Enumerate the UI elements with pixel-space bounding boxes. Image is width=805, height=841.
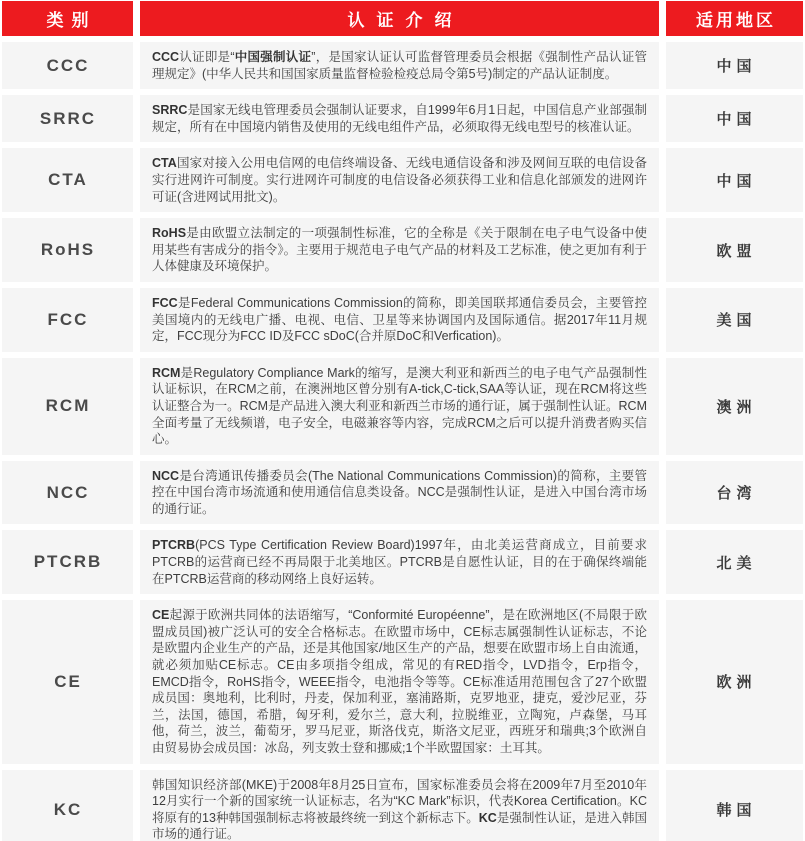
- description-cell: FCC是Federal Communications Commission的简称，即美国联邦通信委员会，主要管控美国境内的无线电广播、电视、电信、卫星等来协调国内及国际通信。据2017年11月规定，FCC现分为FCC ID及FCC sDoC(合并原DoC和Verfication)。: [140, 288, 659, 352]
- description-cell: PTCRB(PCS Type Certification Review Board)1997年，由北美运营商成立，目前要求PTCRB的运营商已经不再局限于北美地区。PTCRB是自愿性认证，目的在于确保终端能在PTCRB运营商的移动网络上良好运转。: [140, 530, 659, 594]
- table-row: [2, 95, 803, 142]
- description-cell: 韩国知识经济部(MKE)于2008年8月25日宣布，国家标准委员会将在2009年7月至2010年12月实行一个新的国家统一认证标志，名为“KC Mark”标识，代表Korea Certification。KC将原有的13种韩国强制标志将被最终统一到这个新标志下。KC是强制性认证，是进入韩国市场的通行证。: [140, 770, 659, 841]
- region-cell: 中国: [666, 42, 803, 89]
- table-row: [2, 461, 803, 525]
- category-cell: RCM: [2, 358, 133, 455]
- category-cell: NCC: [2, 461, 133, 525]
- table-row: [2, 218, 803, 282]
- category-cell: KC: [2, 770, 133, 841]
- description-cell: SRRC是国家无线电管理委员会强制认证要求，自1999年6月1日起，中国信息产业部强制规定，所有在中国境内销售及使用的无线电组件产品，必须取得无线电型号的核准认证。: [140, 95, 659, 142]
- region-cell: 欧盟: [666, 218, 803, 282]
- table-row: [2, 358, 803, 455]
- table-row: [2, 770, 803, 841]
- table-row: [2, 530, 803, 594]
- header-intro: 认证介绍: [140, 1, 659, 36]
- header-category: 类别: [2, 1, 133, 36]
- region-cell: 中国: [666, 95, 803, 142]
- table-row: [2, 148, 803, 212]
- region-cell: 美国: [666, 288, 803, 352]
- category-cell: SRRC: [2, 95, 133, 142]
- description-cell: CE起源于欧洲共同体的法语缩写，“Conformité Européenne”，是在欧洲地区(不局限于欧盟成员国)被广泛认可的安全合格标志。在欧盟市场中，CE标志属强制性认证标志，不论是欧盟内企业生产的产品，还是其他国家/地区生产的产品，想要在欧盟市场上自由流通，就必须加贴CE标志。CE由多项指令组成，常见的有RED指令，LVD指令，Erp指令，EMCD指令，RoHS指令，WEEE指令，电池指令等等。CE标准适用范围包含了27个欧盟成员国：奥地利，比利时，丹麦，保加利亚，塞浦路斯，克罗地亚，捷克，爱沙尼亚，芬兰，法国，德国，希腊，匈牙利，爱尔兰，意大利，拉脱维亚，立陶宛，卢森堡，马耳他，荷兰，波兰，葡萄牙，罗马尼亚，斯洛伐克，斯洛文尼亚，西班牙和瑞典;3个欧洲自由贸易协会成员国：冰岛，列支敦士登和挪威;1个半欧盟国家：土耳其。: [140, 600, 659, 763]
- region-cell: 欧洲: [666, 600, 803, 763]
- table-body: [2, 42, 803, 841]
- table-row: [2, 288, 803, 352]
- header-region: 适用地区: [666, 1, 803, 36]
- header-row: [2, 1, 803, 36]
- table-row: [2, 600, 803, 763]
- description-cell: CCC认证即是“中国强制认证”，是国家认证认可监督管理委员会根据《强制性产品认证管理规定》(中华人民共和国国家质量监督检验检疫总局令第5号)制定的产品认证制度。: [140, 42, 659, 89]
- table-row: [2, 42, 803, 89]
- description-cell: RoHS是由欧盟立法制定的一项强制性标准，它的全称是《关于限制在电子电气设备中使用某些有害成分的指令》。主要用于规范电子电气产品的材料及工艺标准，使之更加有利于人体健康及环境保护。: [140, 218, 659, 282]
- description-cell: NCC是台湾通讯传播委员会(The National Communications Commission)的简称，主要管控在中国台湾市场流通和使用通信信息类设备。NCC是强制性认证，是进入中国台湾市场的通行证。: [140, 461, 659, 525]
- category-cell: FCC: [2, 288, 133, 352]
- region-cell: 澳洲: [666, 358, 803, 455]
- description-cell: CTA国家对接入公用电信网的电信终端设备、无线电通信设备和涉及网间互联的电信设备实行进网许可制度。实行进网许可制度的电信设备必须获得工业和信息化部颁发的进网许可证(含进网试用批文)。: [140, 148, 659, 212]
- description-cell: RCM是Regulatory Compliance Mark的缩写，是澳大利亚和新西兰的电子电气产品强制性认证标识，在RCM之前，在澳洲地区曾分别有A-tick,C-tick,SAA等认证，现在RCM将这些认证整合为一。RCM是产品进入澳大利亚和新西兰市场的通行证，属于强制性认证。RCM全面考量了无线频谱，电子安全，电磁兼容等内容，完成RCM之后可以提升消费者购买信心。: [140, 358, 659, 455]
- region-cell: 韩国: [666, 770, 803, 841]
- category-cell: CE: [2, 600, 133, 763]
- category-cell: RoHS: [2, 218, 133, 282]
- category-cell: CTA: [2, 148, 133, 212]
- table-header: [2, 1, 803, 36]
- region-cell: 台湾: [666, 461, 803, 525]
- region-cell: 北美: [666, 530, 803, 594]
- category-cell: CCC: [2, 42, 133, 89]
- category-cell: PTCRB: [2, 530, 133, 594]
- region-cell: 中国: [666, 148, 803, 212]
